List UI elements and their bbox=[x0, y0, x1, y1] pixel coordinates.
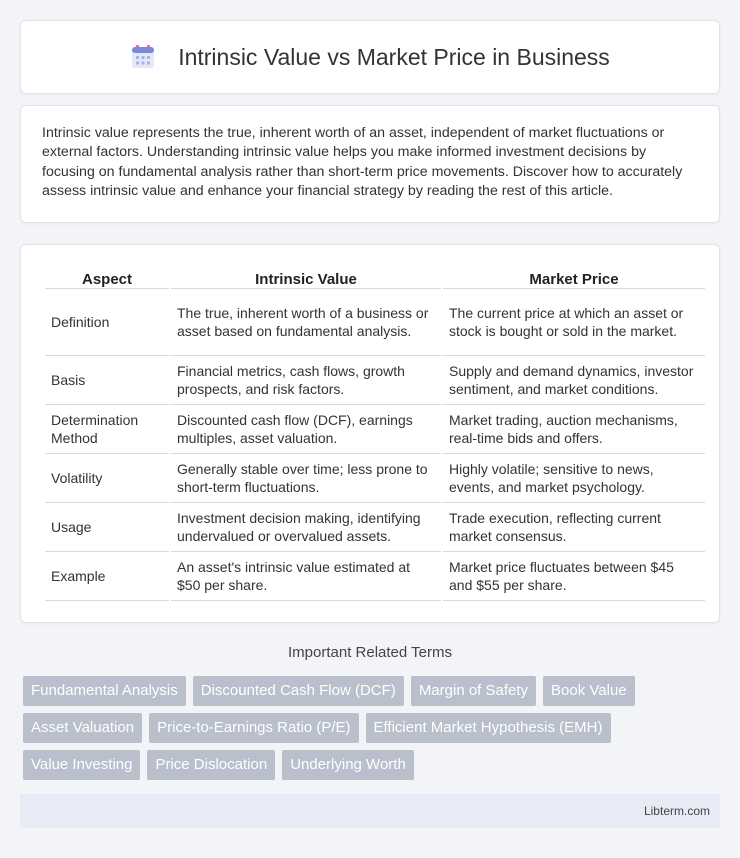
tag-margin-of-safety[interactable]: Margin of Safety bbox=[411, 676, 536, 706]
tag-price-dislocation[interactable]: Price Dislocation bbox=[147, 750, 275, 780]
tag-discounted-cash-flow[interactable]: Discounted Cash Flow (DCF) bbox=[193, 676, 404, 706]
table-header-row bbox=[45, 265, 705, 289]
row-intrinsic: Financial metrics, cash flows, growth prospects, and risk factors. bbox=[171, 356, 441, 405]
footer-site-link[interactable]: Libterm.com bbox=[643, 804, 710, 818]
row-market: The current price at which an asset or stock is bought or sold in the market. bbox=[443, 289, 705, 356]
header-aspect: Aspect bbox=[45, 265, 169, 289]
tag-fundamental-analysis[interactable]: Fundamental Analysis bbox=[23, 676, 186, 706]
row-aspect: Volatility bbox=[45, 454, 169, 503]
row-aspect: Example bbox=[45, 552, 169, 601]
tag-underlying-worth[interactable]: Underlying Worth bbox=[282, 750, 414, 780]
table-row bbox=[45, 356, 705, 405]
tag-value-investing[interactable]: Value Investing bbox=[23, 750, 140, 780]
row-aspect: Definition bbox=[45, 289, 169, 356]
header-intrinsic-value: Intrinsic Value bbox=[171, 265, 441, 289]
comparison-table bbox=[43, 265, 707, 601]
tag-asset-valuation[interactable]: Asset Valuation bbox=[23, 713, 142, 743]
row-intrinsic: Discounted cash flow (DCF), earnings multiples, asset valuation. bbox=[171, 405, 441, 454]
table-row bbox=[45, 289, 705, 356]
row-market: Highly volatile; sensitive to news, events, and market psychology. bbox=[443, 454, 705, 503]
row-intrinsic: Investment decision making, identifying undervalued or overvalued assets. bbox=[171, 503, 441, 552]
calendar-icon bbox=[130, 44, 156, 70]
tag-book-value[interactable]: Book Value bbox=[543, 676, 635, 706]
footer bbox=[20, 794, 720, 828]
page-title: Intrinsic Value vs Market Price in Business bbox=[178, 43, 610, 70]
row-aspect: Determination Method bbox=[45, 405, 169, 454]
row-aspect: Usage bbox=[45, 503, 169, 552]
row-market: Market trading, auction mechanisms, real-time bids and offers. bbox=[443, 405, 705, 454]
header-market-price: Market Price bbox=[443, 265, 705, 289]
table-row bbox=[45, 503, 705, 552]
row-market: Market price fluctuates between $45 and $55 per share. bbox=[443, 552, 705, 601]
title-card bbox=[20, 20, 720, 94]
table-row bbox=[45, 454, 705, 503]
table-row bbox=[45, 552, 705, 601]
intro-card bbox=[20, 105, 720, 223]
row-market: Trade execution, reflecting current market consensus. bbox=[443, 503, 705, 552]
comparison-table-card bbox=[20, 244, 720, 623]
row-intrinsic: Generally stable over time; less prone to short-term fluctuations. bbox=[171, 454, 441, 503]
related-terms-title: Important Related Terms bbox=[288, 644, 452, 661]
row-aspect: Basis bbox=[45, 356, 169, 405]
row-intrinsic: An asset's intrinsic value estimated at $50 per share. bbox=[171, 552, 441, 601]
tag-price-to-earnings-ratio[interactable]: Price-to-Earnings Ratio (P/E) bbox=[149, 713, 358, 743]
related-terms-tags bbox=[23, 676, 723, 787]
table-row bbox=[45, 405, 705, 454]
row-market: Supply and demand dynamics, investor sentiment, and market conditions. bbox=[443, 356, 705, 405]
row-intrinsic: The true, inherent worth of a business or asset based on fundamental analysis. bbox=[171, 289, 441, 356]
tag-efficient-market-hypothesis[interactable]: Efficient Market Hypothesis (EMH) bbox=[366, 713, 611, 743]
intro-text: Intrinsic value represents the true, inherent worth of an asset, independent of market fluctuations or external factors. Understanding intrinsic value helps you make informed investment decisions by focusing on fundamental analysis rather than short-term price movements. Discover how to accurately assess intrinsic value and enhance your financial strategy by reading the rest of this article. bbox=[42, 125, 683, 200]
